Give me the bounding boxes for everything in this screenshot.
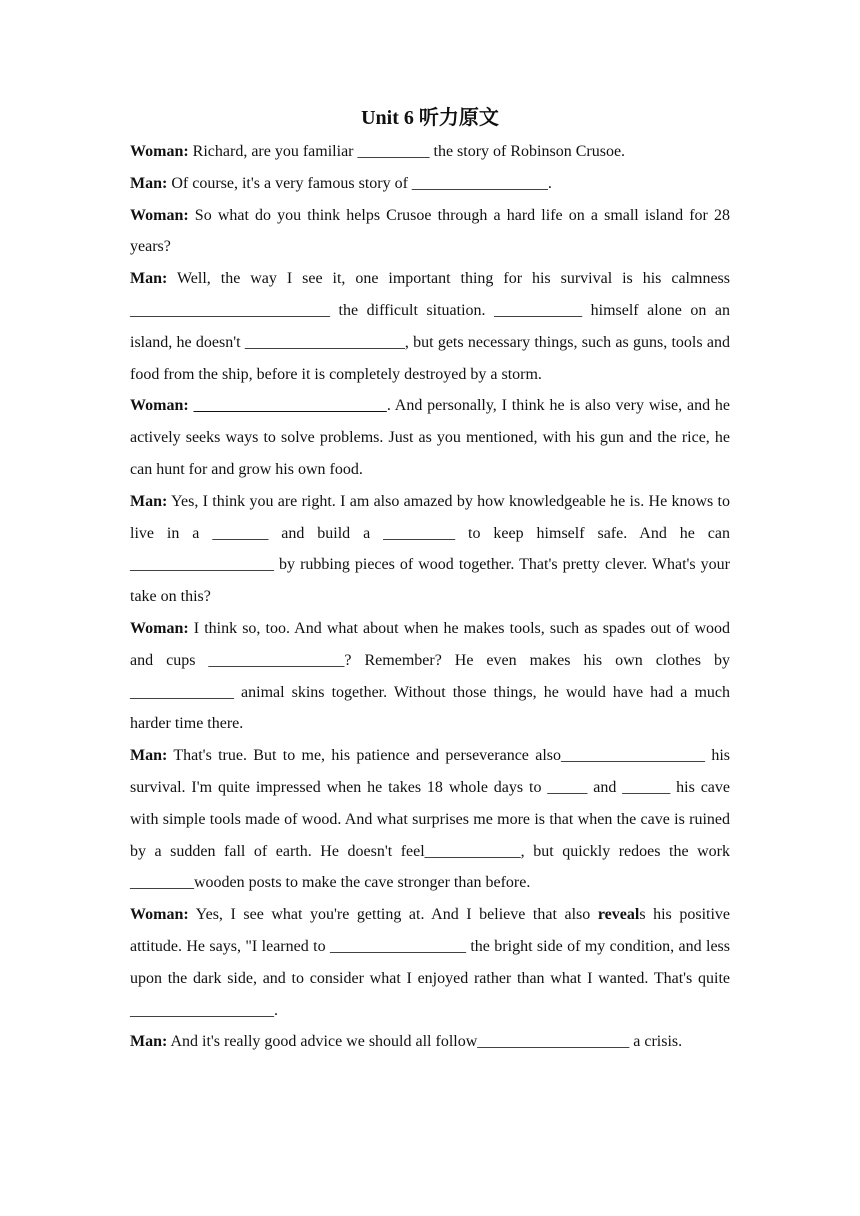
dialogue-paragraph [130, 168, 730, 200]
speaker-label: Man: [130, 270, 168, 288]
speaker-label: Woman: [130, 143, 189, 160]
speaker-label: Man: [130, 492, 168, 510]
bold-text: reveal [597, 906, 640, 924]
dialogue-paragraph [130, 1026, 730, 1058]
dialogue-paragraph [130, 899, 730, 1026]
dialogue-text: Richard, are you familiar _________ the story of Robinson Crusoe. [188, 143, 626, 160]
speaker-label: Man: [130, 1033, 168, 1051]
dialogue-paragraph [130, 263, 730, 390]
dialogue-paragraph [130, 740, 730, 899]
dialogue-text: Well, the way I see it, one important thing for his survival is his calmness _________________________ the difficult situation. ___________ himself alone on an island, he doesn't ____________________, but gets necessary things, such as guns, tools and food from the ship, before it is completely destroyed by a storm. [130, 270, 730, 383]
dialogue-text: s his positive attitude. He says, "I learned to _________________ the bright side of my condition, and less upon the dark side, and to consider what I enjoyed rather than what I wanted. That's quite __________________. [130, 906, 731, 1019]
dialogue-text: . And personally, I think he is also very wise, and he actively seeks ways to solve problems. Just as you mentioned, with his gun and the rice, he can hunt for and grow his own food. [130, 397, 731, 478]
speaker-label: Woman: [130, 906, 189, 924]
dialogue-text: Yes, I see what you're getting at. And I believe that also [188, 906, 598, 924]
dialogue-paragraph [130, 390, 730, 485]
speaker-label: Woman: [130, 206, 189, 224]
dialogue-text: I think so, too. And what about when he makes tools, such as spades out of wood and cups _________________? Remember? He even makes his own clothes by _____________ animal skins together. Without those things, he would have had a much harder time there. [130, 619, 730, 733]
speaker-label: Man: [130, 747, 168, 765]
speaker-label: Woman: [130, 397, 189, 415]
dialogue-paragraph [130, 613, 730, 740]
dialogue-text: Yes, I think you are right. I am also amazed by how knowledgeable he is. He knows to live in a _______ and build a _________ to keep himself safe. And he can __________________ by rubbing pieces of wood together. That's pretty clever. What's your take on this? [130, 492, 730, 606]
dialogue-text: Of course, it's a very famous story of _________________. [167, 174, 552, 192]
dialogue-text: And it's really good advice we should all follow___________________ a crisis. [167, 1033, 683, 1051]
document-body [130, 136, 730, 1058]
dialogue-text: That's true. But to me, his patience and perseverance also__________________ his survival. I'm quite impressed when he takes 18 whole days to _____ and ______ his cave with simple tools made of wood. And what surprises me more is that when the cave is ruined by a sudden fall of earth. He doesn't feel____________, but quickly redoes the work ________wooden posts to make the cave stronger than before. [130, 747, 730, 892]
answer-blank [194, 397, 387, 414]
dialogue-paragraph [130, 200, 730, 264]
speaker-label: Man: [130, 174, 168, 192]
speaker-label: Woman: [130, 619, 189, 637]
document-page [130, 104, 730, 1058]
dialogue-text: So what do you think helps Crusoe through a hard life on a small island for 28 years? [130, 206, 730, 256]
dialogue-paragraph [130, 486, 730, 613]
dialogue-paragraph [130, 136, 730, 168]
page-title: Unit 6 听力原文 [361, 107, 499, 129]
